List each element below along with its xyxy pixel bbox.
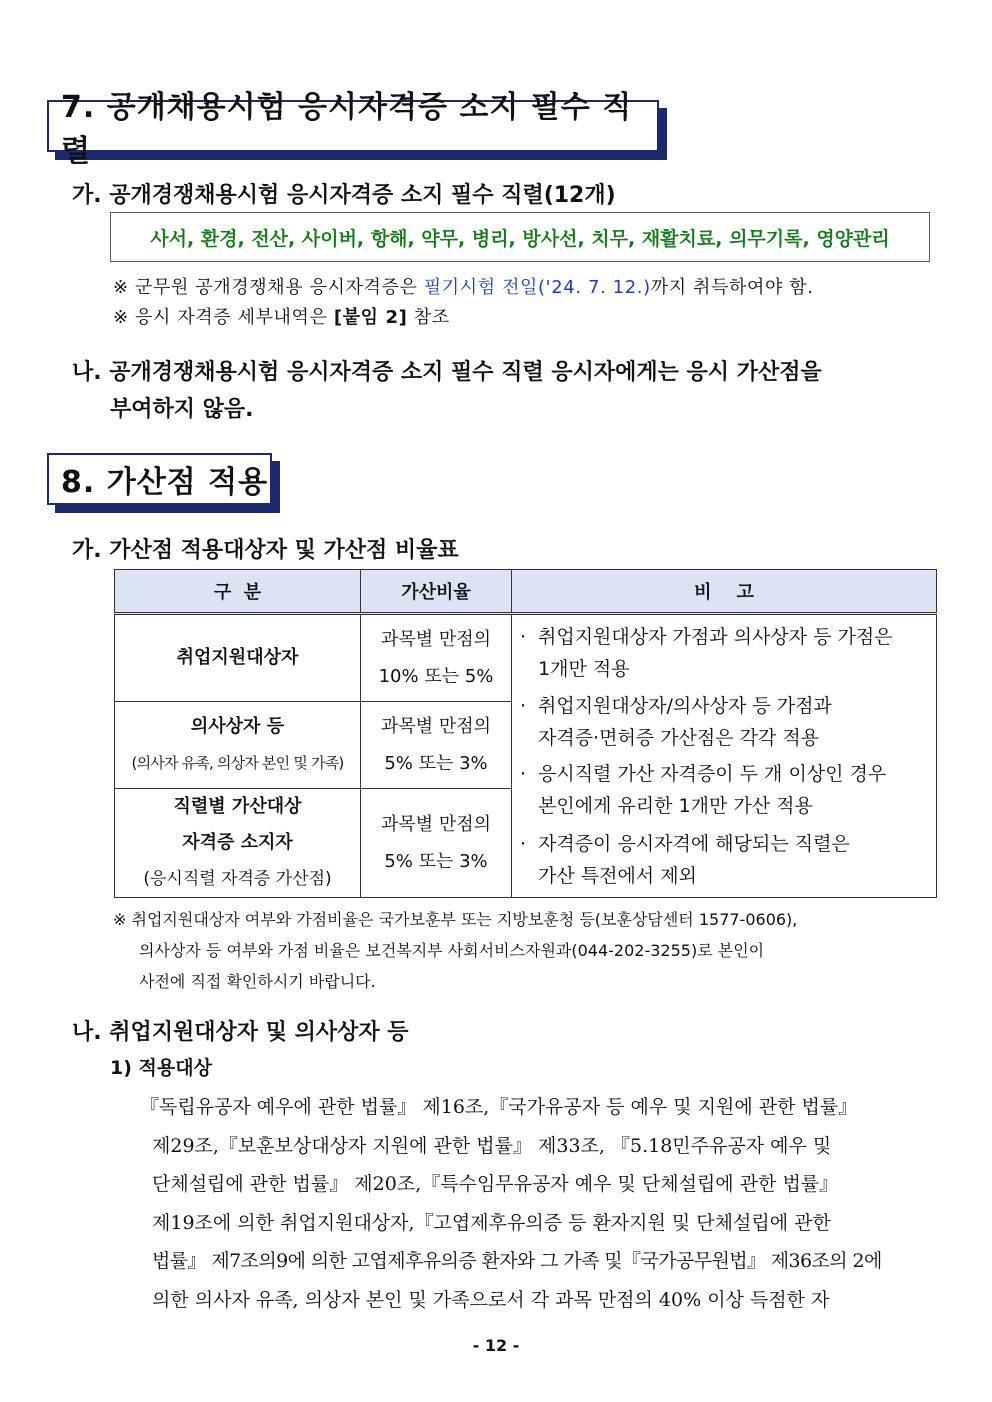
remark-3-line1: 응시직렬 가산 자격증이 두 개 이상인 경우 bbox=[538, 763, 887, 785]
row-2-category-sub: (의사자 유족, 의상자 본인 및 가족) bbox=[131, 754, 344, 772]
section-7-sub-b-line1: 나. 공개경쟁채용시험 응시자격증 소지 필수 직렬 응시자에게는 응시 가산점을 bbox=[72, 360, 822, 385]
remark-2-line2: 자격증·면허증 가산점은 각각 적용 bbox=[538, 727, 820, 749]
remark-4-line1: 자격증이 응시자격에 해당되는 직렬은 bbox=[538, 833, 850, 855]
footnote-line-2: 의사상자 등 여부와 가점 비율은 보건복지부 사회서비스자원과(044-202-3255)로 본인이 bbox=[139, 941, 765, 960]
section-8-sub-b-title: 나. 취업지원대상자 및 의사상자 등 bbox=[72, 1020, 409, 1045]
row-1-rate bbox=[361, 614, 512, 702]
section-7-sub-a-title: 가. 공개경쟁채용시험 응시자격증 소지 필수 직렬(12개) bbox=[72, 183, 616, 208]
row-3-rate-line2: 5% 또는 3% bbox=[384, 851, 488, 872]
remark-item bbox=[520, 758, 926, 822]
remark-4-line2: 가산 특전에서 제외 bbox=[538, 865, 697, 887]
remark-item bbox=[520, 690, 926, 754]
section-7-note-2 bbox=[113, 303, 450, 329]
required-jobs-list: 사서, 환경, 전산, 사이버, 항해, 약무, 병리, 방사선, 치무, 재활치료, 의무기록, 영양관리 bbox=[150, 227, 890, 250]
bullet-icon: · bbox=[520, 833, 527, 855]
row-3-category-text: 직렬별 가산대상 bbox=[173, 796, 302, 817]
section-8-sub-b-1-title: 1) 적용대상 bbox=[110, 1057, 212, 1079]
header-rate: 가산비율 bbox=[361, 570, 512, 614]
header-category: 구 분 bbox=[115, 570, 361, 614]
body-line-3: 단체설립에 관한 법률』 제20조,『특수임무유공자 예우 및 단체설립에 관한 법률』 bbox=[152, 1173, 839, 1195]
body-line-4: 제19조에 의한 취업지원대상자,『고엽제후유의증 등 환자지원 및 단체설립에 관한 bbox=[152, 1211, 831, 1234]
section-7-title bbox=[47, 90, 659, 169]
footnote-line-3: 사전에 직접 확인하시기 바랍니다. bbox=[139, 972, 376, 991]
note-2-prefix: ※ 응시 자격증 세부내역은 bbox=[113, 307, 334, 328]
row-3-rate-line1: 과목별 만점의 bbox=[380, 814, 492, 835]
row-3-category-sub: (응시직렬 자격증 가산점) bbox=[143, 869, 332, 889]
body-line-2: 제29조,『보훈보상대상자 지원에 관한 법률』 제33조, 『5.18민주유공자 예우 및 bbox=[152, 1134, 832, 1157]
section-8-title bbox=[47, 453, 272, 505]
body-line-5: 법률』 제7조의9에 의한 고엽제후유의증 환자와 그 가족 및『국가공무원법』 제36조의 2에 bbox=[152, 1250, 882, 1272]
remark-item bbox=[520, 828, 926, 892]
section-7-note-1 bbox=[113, 273, 814, 299]
row-2-rate bbox=[361, 702, 512, 789]
remarks-cell bbox=[512, 614, 937, 898]
row-3-rate bbox=[361, 789, 512, 898]
section-8-title-text: 8. 가산점 적용 bbox=[61, 465, 269, 500]
required-jobs-box bbox=[110, 212, 930, 262]
header-remarks: 비 고 bbox=[512, 570, 937, 614]
note-2-bold: [붙임 2] bbox=[333, 307, 408, 328]
bullet-icon: · bbox=[520, 626, 527, 648]
note-1-highlight: 필기시험 전일('24. 7. 12.) bbox=[423, 277, 651, 298]
row-3-category bbox=[115, 789, 361, 898]
remark-3-line2: 본인에게 유리한 1개만 가산 적용 bbox=[538, 795, 813, 817]
remark-item bbox=[520, 621, 926, 685]
row-2-category bbox=[115, 702, 361, 789]
bullet-icon: · bbox=[520, 763, 527, 785]
section-7-sub-b-line2: 부여하지 않음. bbox=[110, 397, 254, 422]
page-number: - 12 - bbox=[472, 1336, 520, 1355]
row-2-rate-line1: 과목별 만점의 bbox=[380, 716, 492, 737]
remark-1-line1: 취업지원대상자 가점과 의사상자 등 가점은 bbox=[538, 626, 893, 648]
bonus-rate-table bbox=[114, 569, 937, 898]
eligibility-body bbox=[140, 1088, 945, 1319]
footnote-line-1: ※ 취업지원대상자 여부와 가점비율은 국가보훈부 또는 지방보훈청 등(보훈상담센터 1577-0606), bbox=[113, 910, 798, 929]
row-2-category-text: 의사상자 등 bbox=[190, 716, 285, 737]
section-8-sub-a-title: 가. 가산점 적용대상자 및 가산점 비율표 bbox=[72, 538, 459, 563]
row-1-rate-line1: 과목별 만점의 bbox=[380, 629, 492, 650]
row-2-rate-line2: 5% 또는 3% bbox=[384, 753, 488, 774]
remark-1-line2: 1개만 적용 bbox=[538, 658, 630, 680]
row-1-category-text: 취업지원대상자 bbox=[176, 647, 299, 668]
row-1-category bbox=[115, 614, 361, 702]
note-1-prefix: ※ 군무원 공개경쟁채용 응시자격증은 bbox=[113, 277, 424, 298]
row-3-category-text2: 자격증 소지자 bbox=[182, 832, 293, 853]
table-footnote bbox=[113, 904, 943, 997]
body-line-1: 『독립유공자 예우에 관한 법률』 제16조,『국가유공자 등 예우 및 지원에 관한 법률』 bbox=[140, 1096, 858, 1118]
note-1-suffix: 까지 취득하여야 함. bbox=[650, 277, 814, 298]
bullet-icon: · bbox=[520, 695, 527, 717]
row-1-rate-line2: 10% 또는 5% bbox=[378, 666, 494, 687]
remark-2-line1: 취업지원대상자/의사상자 등 가점과 bbox=[538, 695, 832, 717]
section-7-title-text: 7. 공개채용시험 응시자격증 소지 필수 직렬 bbox=[61, 90, 633, 169]
body-line-6: 의한 의사자 유족, 의상자 본인 및 가족으로서 각 과목 만점의 40% 이상 득점한 자 bbox=[152, 1288, 830, 1311]
table-header-row bbox=[115, 570, 937, 614]
note-2-suffix: 참조 bbox=[407, 307, 450, 328]
table-row bbox=[115, 614, 937, 702]
